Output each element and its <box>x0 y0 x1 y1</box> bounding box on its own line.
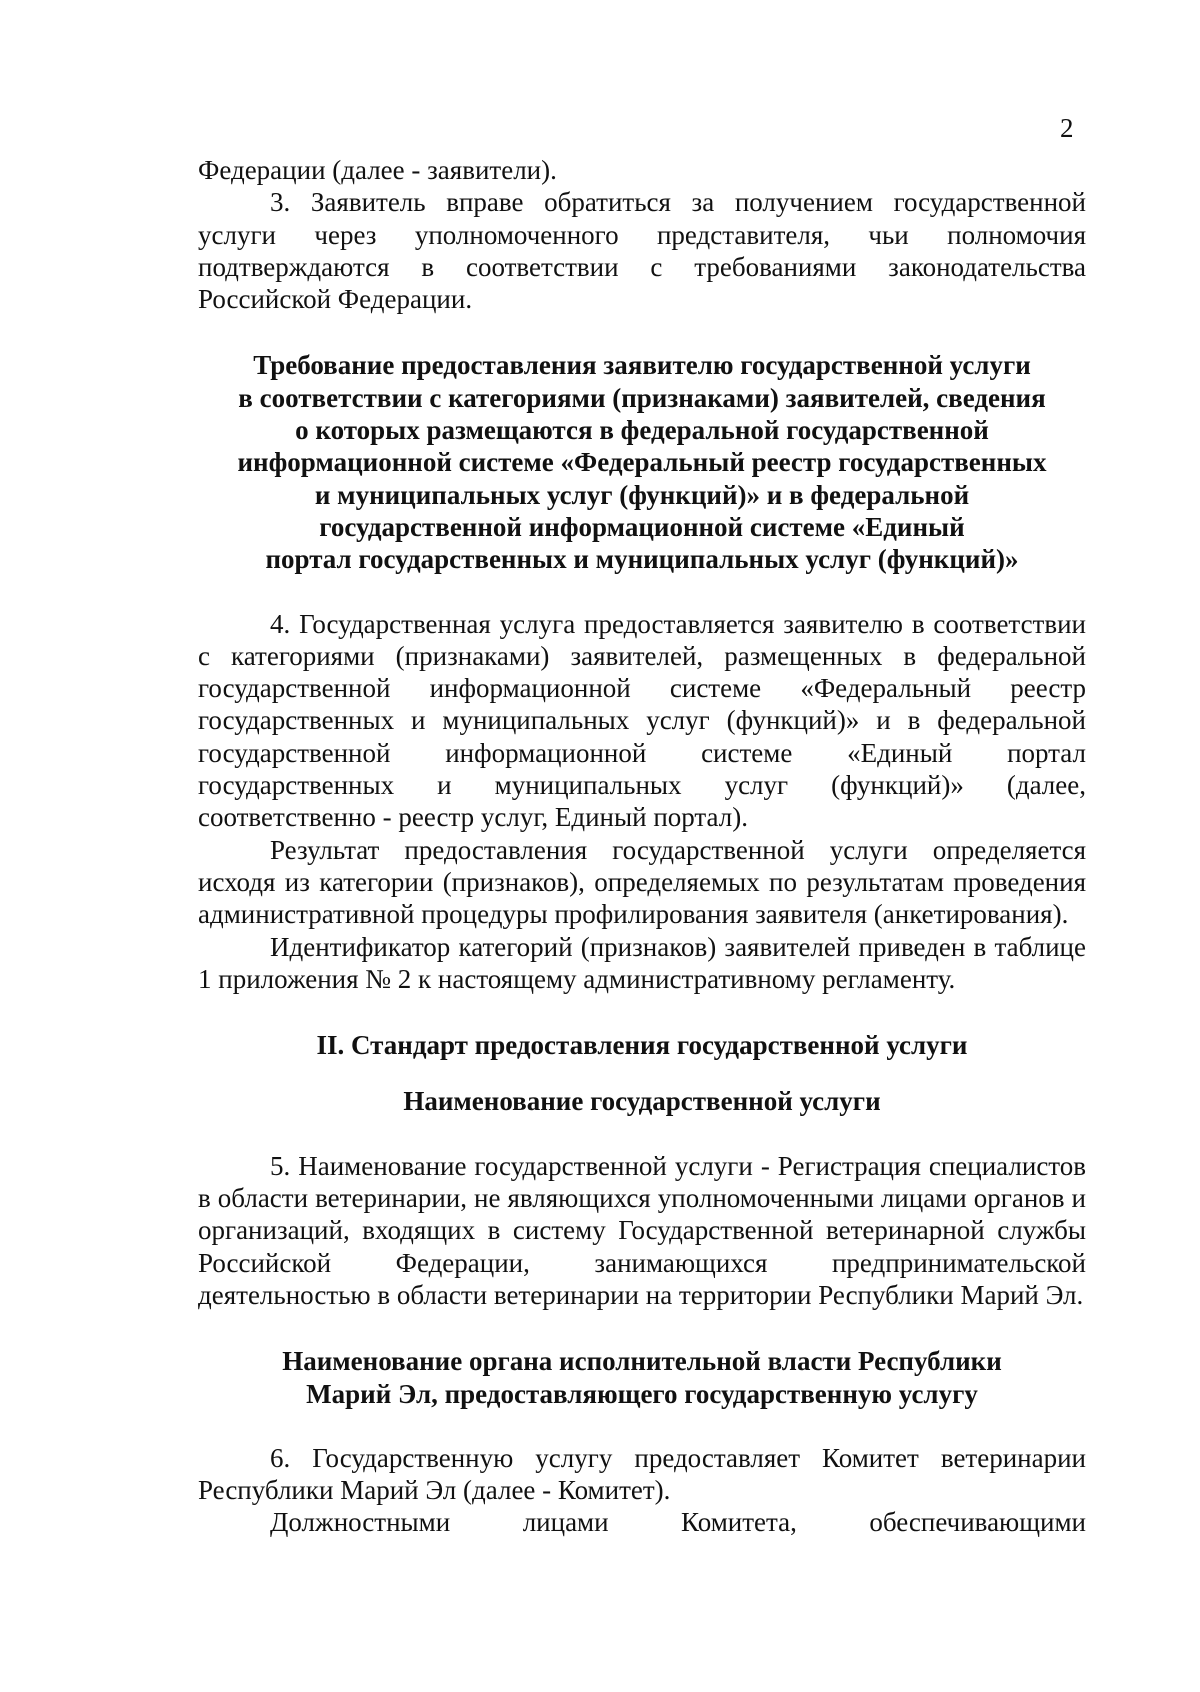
document-body <box>198 154 1086 1539</box>
page-number: 2 <box>1060 113 1074 143</box>
section-heading-authority: Наименование органа исполнительной власти Республики Марий Эл, предоставляющего государственную услугу <box>282 1346 1002 1409</box>
paragraph-3: 3. Заявитель вправе обратиться за получением государственной услуги через уполномоченного представителя, чьи полномочия подтверждаются в соответствии с требованиями законодательства Российской Федерации. <box>198 187 1086 315</box>
paragraph-4: 4. Государственная услуга предоставляется заявителю в соответствии с категориями (признаками) заявителей, размещенных в федеральной государственной информационной системе «Федеральный реестр государственных и муниципальных услуг (функций)» и в федеральной государственной информационной системе «Единый портал государственных и муниципальных услуг (функций)» (далее, соответственно - реестр услуг, Единый портал). <box>198 608 1086 833</box>
section-heading-standard: II. Стандарт предоставления государственной услуги <box>316 1030 968 1061</box>
paragraph-5: 5. Наименование государственной услуги - Регистрация специалистов в области ветеринарии, не являющихся уполномоченными лицами органов и организаций, входящих в систему Государственной ветеринарной службы Российской Федерации, занимающихся предпринимательской деятельностью в области ветеринарии на территории Республики Марий Эл. <box>198 1150 1086 1310</box>
paragraph-continuation: Федерации (далее - заявители). <box>198 155 557 185</box>
paragraph-4-identifier: Идентификатор категорий (признаков) заявителей приведен в таблице 1 приложения № 2 к настоящему административному регламенту. <box>198 931 1086 994</box>
section-heading-requirement: Требование предоставления заявителю государственной услуги в соответствии с категориями (признаками) заявителей, сведения о которых размещаются в федеральной государственной информационной системе «Федеральный реестр государственных и муниципальных услуг (функций)» и в федеральной государственной информационной системе «Единый портал государственных и муниципальных услуг (функций)» <box>237 350 1047 575</box>
paragraph-6-officials: Должностными лицами Комитета, обеспечивающими <box>270 1507 1086 1538</box>
paragraph-4-result: Результат предоставления государственной услуги определяется исходя из категории (признаков), определяемых по результатам проведения административной процедуры профилирования заявителя (анкетирования). <box>198 834 1086 930</box>
paragraph-6: 6. Государственную услугу предоставляет Комитет ветеринарии Республики Марий Эл (далее - Комитет). <box>198 1442 1086 1506</box>
section-heading-service-name: Наименование государственной услуги <box>403 1086 881 1117</box>
